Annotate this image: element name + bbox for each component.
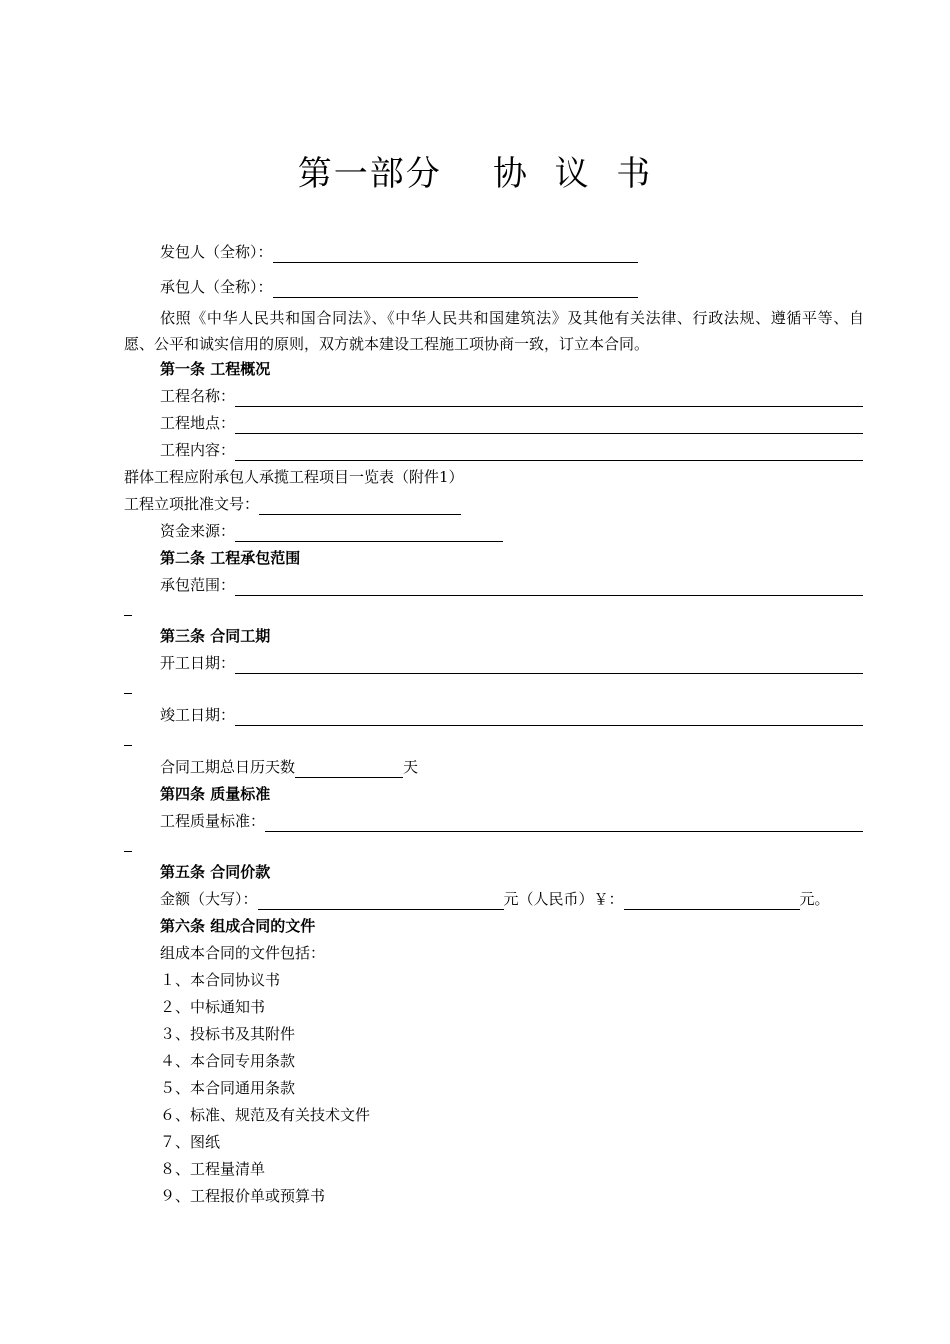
completion-date-blank[interactable]	[235, 709, 863, 726]
document-list-item: ５、本合同通用条款	[160, 1079, 296, 1097]
document-list-item: ２、中标通知书	[160, 998, 266, 1016]
completion-date-label: 竣工日期：	[160, 706, 236, 724]
funding-source-blank[interactable]	[235, 525, 503, 542]
start-date-label: 开工日期：	[160, 654, 236, 672]
total-days-blank[interactable]	[295, 761, 403, 778]
total-days-field	[160, 756, 418, 778]
document-list-item: ９、工程报价单或预算书	[160, 1187, 326, 1205]
article2-heading: 第二条 工程承包范围	[160, 549, 301, 567]
project-content-field	[160, 439, 863, 461]
quality-standard-label: 工程质量标准：	[160, 812, 266, 830]
scope-field	[160, 574, 863, 596]
article3-heading: 第三条 合同工期	[160, 627, 271, 645]
employer-field	[160, 241, 638, 263]
start-date-field	[160, 652, 863, 674]
yuan-end-label: 元。	[799, 890, 830, 908]
project-name-label: 工程名称：	[160, 387, 236, 405]
approval-number-field	[124, 493, 461, 515]
line-continuation-mark	[124, 693, 132, 694]
article5-heading: 第五条 合同价款	[160, 863, 271, 881]
scope-label: 承包范围：	[160, 576, 236, 594]
project-location-blank[interactable]	[235, 417, 863, 434]
document-list-item: ３、投标书及其附件	[160, 1025, 296, 1043]
amount-figures-blank[interactable]	[624, 893, 800, 910]
project-location-label: 工程地点：	[160, 414, 236, 432]
project-content-label: 工程内容：	[160, 441, 236, 459]
group-project-note: 群体工程应附承包人承揽工程项目一览表（附件1）	[124, 468, 464, 486]
line-continuation-mark	[124, 615, 132, 616]
total-days-label: 合同工期总日历天数	[160, 758, 296, 776]
approval-number-label: 工程立项批准文号：	[124, 495, 260, 513]
employer-blank[interactable]	[273, 246, 638, 263]
quality-standard-blank[interactable]	[265, 815, 863, 832]
days-unit: 天	[403, 758, 419, 776]
article4-heading: 第四条 质量标准	[160, 785, 271, 803]
document-list-item: ８、工程量清单	[160, 1160, 266, 1178]
contractor-field	[160, 276, 638, 298]
approval-number-blank[interactable]	[259, 498, 461, 515]
funding-source-field	[160, 520, 503, 542]
project-location-field	[160, 412, 863, 434]
rmb-label: 元（人民币）￥：	[503, 890, 624, 908]
line-continuation-mark	[124, 851, 132, 852]
document-list-item: １、本合同协议书	[160, 971, 281, 989]
project-name-blank[interactable]	[235, 390, 863, 407]
contractor-label: 承包人（全称）：	[160, 278, 273, 296]
line-continuation-mark	[124, 745, 132, 746]
scope-blank[interactable]	[235, 579, 863, 596]
contractor-blank[interactable]	[273, 281, 638, 298]
article1-heading: 第一条 工程概况	[160, 360, 271, 378]
document-list-item: ６、标准、规范及有关技术文件	[160, 1106, 371, 1124]
intro-paragraph: 依照《中华人民共和国合同法》、《中华人民共和国建筑法》及其他有关法律、行政法规、遵循平等、自愿、公平和诚实信用的原则，双方就本建设工程施工项协商一致，订立本合同。	[124, 309, 864, 353]
project-name-field	[160, 385, 863, 407]
project-content-blank[interactable]	[235, 444, 863, 461]
document-list-item: ４、本合同专用条款	[160, 1052, 296, 1070]
employer-label: 发包人（全称）：	[160, 243, 273, 261]
amount-words-label: 金额（大写）：	[160, 890, 258, 908]
start-date-blank[interactable]	[235, 657, 863, 674]
completion-date-field	[160, 704, 863, 726]
documents-intro: 组成本合同的文件包括：	[160, 944, 326, 962]
article6-heading: 第六条 组成合同的文件	[160, 917, 316, 935]
page-title: 第一部分 协 议 书	[297, 154, 653, 194]
funding-source-label: 资金来源：	[160, 522, 236, 540]
contract-price-field	[160, 888, 830, 910]
quality-standard-field	[160, 810, 863, 832]
amount-words-blank[interactable]	[258, 893, 504, 910]
document-list-item: ７、图纸	[160, 1133, 221, 1151]
